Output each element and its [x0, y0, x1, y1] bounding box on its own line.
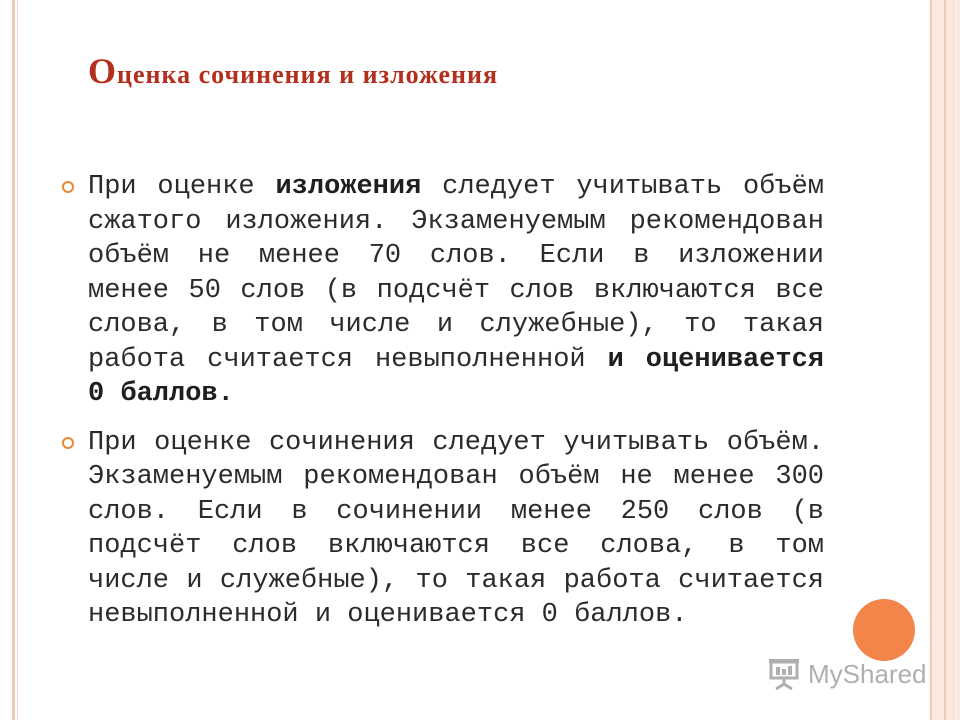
- bullet-text: При оценке: [88, 172, 276, 202]
- bullet-text: При оценке сочинения следует учитывать объём. Экзаменуемым рекомендован объём не менее 300 слов. Если в сочинении менее 250 слов (в подсчёт слов включаются все слова, в том числе и служебные), то такая работа считается невыполненной и оценивается 0 баллов.: [88, 427, 824, 630]
- slide-title: [88, 50, 498, 92]
- frame-right-line-outer: [953, 0, 954, 720]
- frame-right-line: [930, 0, 932, 720]
- frame-right-line-middle: [944, 0, 946, 720]
- bullet-list: [62, 170, 824, 647]
- title-rest: ценка сочинения и изложения: [117, 60, 499, 89]
- bullet-bold-text: и оценивается 0 баллов.: [88, 344, 824, 409]
- frame-right-band: [932, 0, 960, 720]
- myshared-watermark: [768, 656, 927, 692]
- frame-left-line-inner: [17, 0, 18, 720]
- bullet-item-sochinenie: [62, 426, 824, 633]
- bullet-ring-icon: [62, 181, 74, 193]
- bullet-text: следует учитывать объём сжатого изложения. Экзаменуемым рекомендован объём не менее 70 слов. Если в изложении менее 50 слов (в подсчёт слов включаются все слова, в том числе и служебные), то такая работа считается невыполненной: [88, 172, 824, 375]
- bullet-ring-icon: [62, 437, 74, 449]
- decorative-orange-circle: [853, 599, 915, 661]
- title-first-letter: О: [88, 51, 118, 91]
- bullet-item-izlozhenie: [62, 170, 824, 412]
- presentation-board-icon: [768, 657, 802, 691]
- watermark-text: MyShared: [808, 658, 927, 689]
- bullet-bold-text: изложения: [275, 172, 422, 202]
- frame-left-line: [12, 0, 15, 720]
